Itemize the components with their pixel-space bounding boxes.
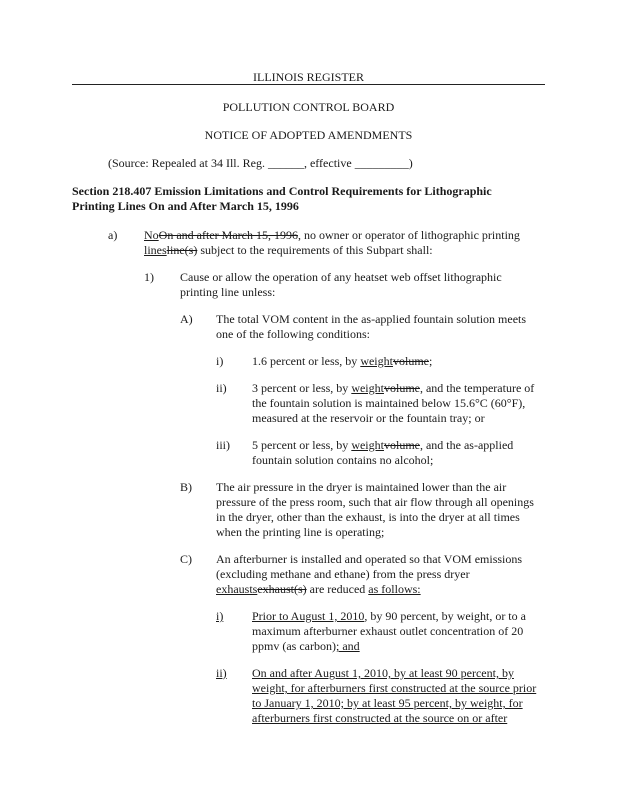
item-Cii-line-2: weight, for afterburners first constructed at the source prior (252, 681, 537, 695)
item-C-line-2: (excluding methane and ethane) from the press dryer (216, 567, 470, 581)
item-a-line-1: NoOn and after March 15, 1996, no owner or operator of lithographic printing (144, 228, 520, 242)
item-Aiii-line-1: 5 percent or less, by weightvolume, and the as-applied (252, 438, 514, 452)
inserted-text: weight (351, 438, 384, 452)
item-Aii-line-3: measured at the reservoir or the fountain tray; or (252, 411, 485, 425)
item-Aii-line-1: 3 percent or less, by weightvolume, and the temperature of (252, 381, 535, 395)
item-A-line-2: one of the following conditions: (216, 327, 370, 341)
item-C-line-1: An afterburner is installed and operated so that VOM emissions (216, 552, 523, 566)
item-Ci-line-3: ppmv (as carbon); and (252, 639, 360, 653)
deleted-text: volume (383, 381, 420, 395)
board-title: POLLUTION CONTROL BOARD (222, 100, 395, 114)
item-Aii-line-2: the fountain solution is maintained below 15.6°C (60°F), (252, 396, 526, 410)
inserted-text: ; and (335, 639, 360, 653)
deleted-text: line(s) (166, 243, 198, 257)
item-Cii-line-1: On and after August 1, 2010, by at least 90 percent, by (252, 666, 514, 680)
item-B-label: B) (180, 480, 192, 494)
deleted-text: volume (383, 438, 420, 452)
inserted-text: weight (351, 381, 384, 395)
item-B-line-1: The air pressure in the dryer is maintained lower than the air (216, 480, 507, 494)
inserted-text: Prior to August 1, 2010 (252, 609, 365, 623)
item-1-label: 1) (144, 270, 154, 284)
item-Aiii-label: iii) (216, 438, 230, 452)
inserted-text: weight (360, 354, 393, 368)
item-Cii-label: ii) (216, 666, 227, 680)
item-Aiii-line-2: fountain solution contains no alcohol; (252, 453, 434, 467)
section-heading-line-2: Printing Lines On and After March 15, 1996 (72, 199, 299, 213)
source-note: (Source: Repealed at 34 Ill. Reg. ______, effective _________) (108, 156, 413, 170)
deleted-text: exhaust(s) (257, 582, 307, 596)
header-rule (72, 84, 545, 85)
notice-title: NOTICE OF ADOPTED AMENDMENTS (204, 128, 413, 142)
item-A-line-1: The total VOM content in the as-applied fountain solution meets (216, 312, 527, 326)
inserted-text: exhausts (216, 582, 258, 596)
inserted-text: No (144, 228, 159, 242)
item-A-label: A) (180, 312, 193, 326)
item-Ai-label: i) (216, 354, 224, 368)
item-a-line-2: linesline(s) subject to the requirements of this Subpart shall: (144, 243, 433, 257)
item-1-line-2: printing line unless: (180, 285, 276, 299)
item-Ai-line-1: 1.6 percent or less, by weightvolume; (252, 354, 433, 368)
item-Cii-line-3: to January 1, 2010; by at least 95 percent, by weight, for (252, 696, 523, 710)
item-1-line-1: Cause or allow the operation of any heatset web offset lithographic (180, 270, 502, 284)
inserted-text: lines (144, 243, 167, 257)
item-Ci-line-2: maximum afterburner exhaust outlet concentration of 20 (252, 624, 524, 638)
section-heading-line-1: Section 218.407 Emission Limitations and Control Requirements for Lithographic (72, 184, 492, 198)
item-C-label: C) (180, 552, 192, 566)
item-B-line-3: in the dryer, other than the exhaust, is into the dryer at all times (216, 510, 520, 524)
deleted-text: On and after March 15, 1996 (158, 228, 298, 242)
inserted-text: as follows: (368, 582, 421, 596)
item-Ci-label: i) (216, 609, 224, 623)
register-title: ILLINOIS REGISTER (253, 70, 364, 84)
item-Ci-line-1: Prior to August 1, 2010, by 90 percent, by weight, or to a (252, 609, 526, 623)
item-C-line-3: exhaustsexhaust(s) are reduced as follows: (216, 582, 421, 596)
item-B-line-4: when the printing line is operating; (216, 525, 385, 539)
item-B-line-2: pressure of the press room, such that air flow through all openings (216, 495, 534, 509)
deleted-text: volume (392, 354, 429, 368)
item-Aii-label: ii) (216, 381, 227, 395)
item-Cii-line-4: afterburners first constructed at the source on or after (252, 711, 508, 725)
item-a-label: a) (108, 228, 118, 242)
